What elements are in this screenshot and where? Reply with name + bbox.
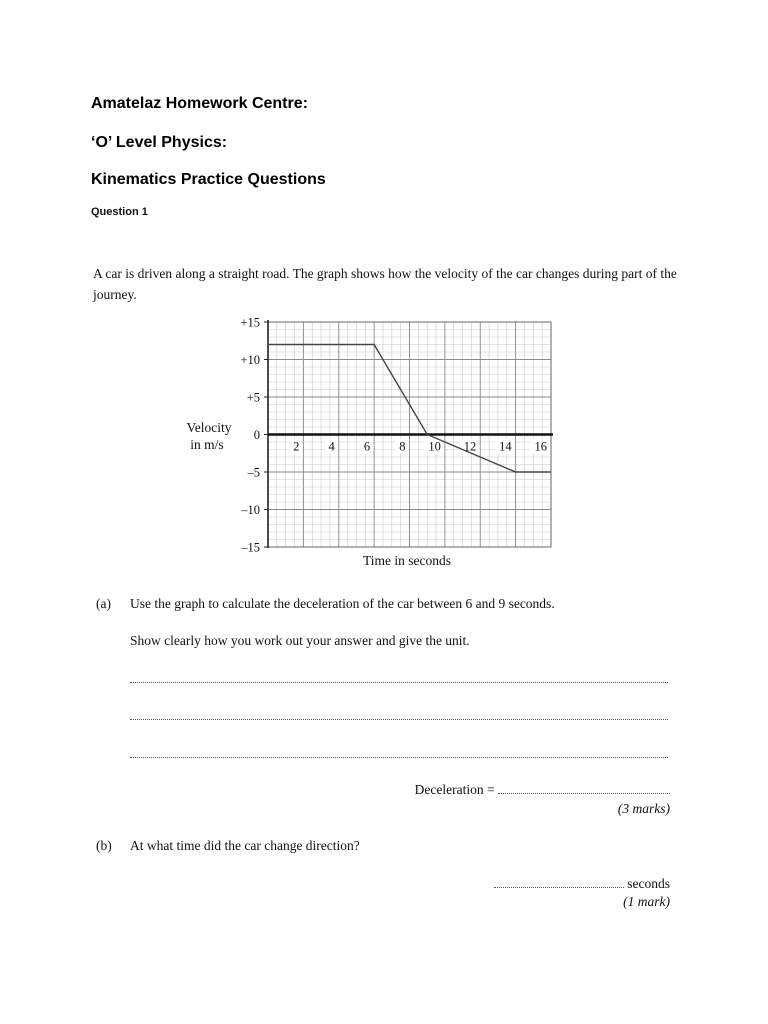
y-tick-label: +10 (240, 353, 260, 367)
part-a-instruction: Show clearly how you work out your answer and give the unit. (130, 633, 470, 648)
y-tick-labels (240, 316, 260, 555)
part-a-text: Use the graph to calculate the deceleration of the car between 6 and 9 seconds. (130, 596, 555, 611)
part-a-marks: (3 marks) (617, 801, 670, 816)
y-tick-label: –10 (241, 503, 260, 517)
y-tick-label: +5 (246, 390, 260, 405)
x-tick-label: 8 (399, 439, 406, 454)
velocity-time-graph (170, 312, 570, 577)
part-b-label: (b) (96, 838, 112, 853)
seconds-unit: seconds (627, 876, 670, 891)
part-b-marks: (1 mark) (623, 894, 670, 909)
x-tick-label: 2 (293, 439, 300, 454)
intro-text: A car is driven along a straight road. The graph shows how the velocity of the car changes during part of the journey. (93, 266, 677, 302)
x-axis-label: Time in seconds (362, 553, 452, 568)
y-tick-label: +15 (240, 315, 260, 330)
seconds-answer (470, 876, 670, 892)
header-topic: Kinematics Practice Questions (91, 171, 326, 188)
answer-line-2[interactable] (130, 718, 668, 720)
part-a-label: (a) (96, 596, 111, 611)
answer-line-1[interactable] (130, 681, 668, 683)
deceleration-answer (380, 782, 670, 798)
y-tick-label: –5 (247, 465, 260, 480)
seconds-answer-field[interactable] (494, 885, 624, 888)
y-axis-label-line2: in m/s (190, 437, 224, 452)
y-tick-label: 0 (253, 428, 260, 442)
x-tick-labels (289, 439, 550, 454)
x-tick-label: 4 (328, 439, 335, 454)
part-a-question (96, 596, 555, 612)
header-centre-name: Amatelaz Homework Centre: (91, 95, 308, 112)
header-level: ‘O’ Level Physics: (91, 134, 228, 151)
x-tick-label: 14 (499, 439, 512, 454)
part-b-text: At what time did the car change direction? (130, 838, 360, 853)
deceleration-label: Deceleration = (414, 782, 495, 797)
y-axis-label-line1: Velocity (186, 420, 232, 435)
x-tick-label: 12 (463, 439, 477, 454)
x-tick-label: 6 (363, 439, 371, 454)
x-tick-label: 10 (428, 439, 441, 454)
question-label: Question 1 (91, 206, 148, 218)
deceleration-answer-field[interactable] (498, 791, 670, 794)
x-tick-label: 16 (534, 439, 547, 454)
y-tick-label: –15 (241, 540, 260, 555)
axes (264, 320, 553, 548)
answer-line-3[interactable] (130, 756, 668, 758)
part-b-question (96, 838, 360, 854)
